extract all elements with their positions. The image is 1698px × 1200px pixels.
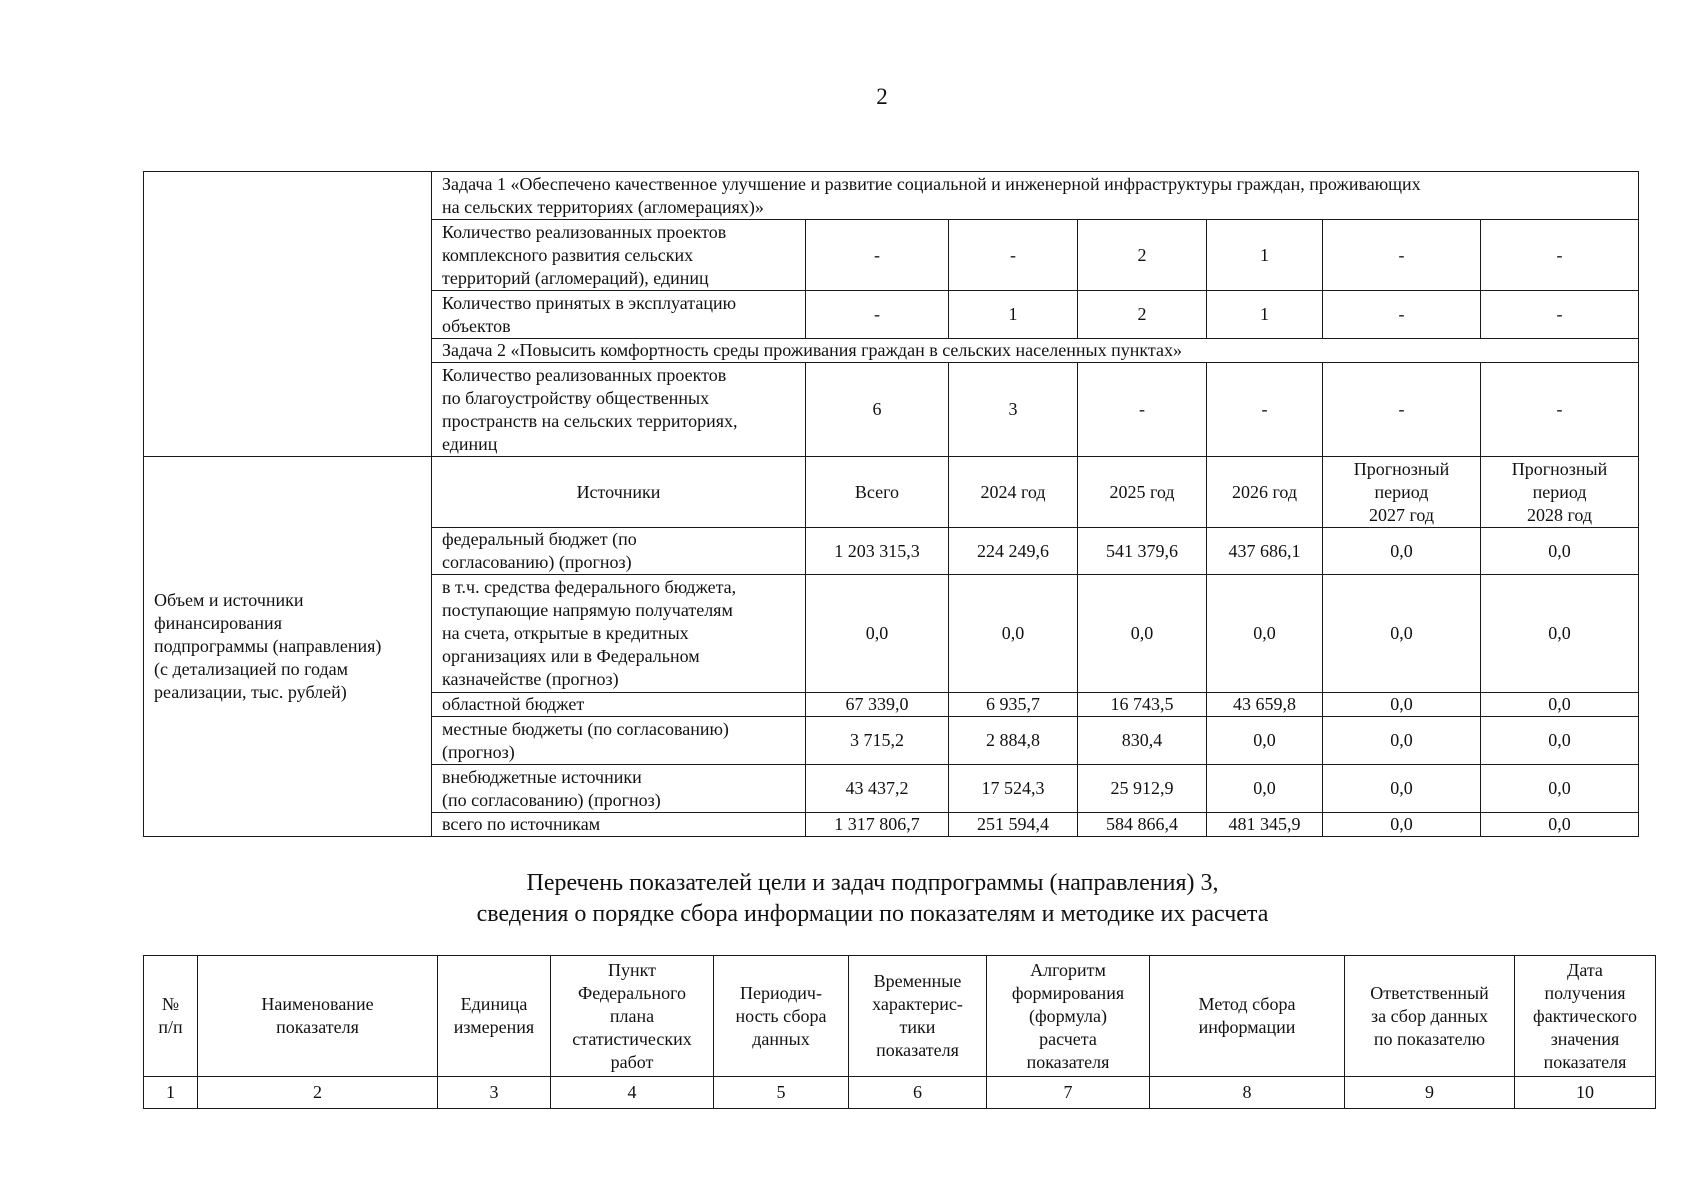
column-header-indicator-name: Наименование показателя [198, 956, 438, 1077]
indicator-value: 6 [806, 363, 949, 457]
column-number: 9 [1345, 1077, 1515, 1109]
funding-value: 0,0 [1207, 765, 1323, 813]
indicator-value: - [1481, 291, 1639, 339]
indicator-value: - [1078, 363, 1207, 457]
task-2-title: Задача 2 «Повысить комфортность среды проживания граждан в сельских населенных пунктах» [432, 339, 1639, 363]
funding-value: 16 743,5 [1078, 693, 1207, 717]
funding-header-cell: 2024 год [949, 457, 1078, 528]
column-header-collection-method: Метод сбора информации [1150, 956, 1345, 1077]
indicator-value: 1 [1207, 220, 1323, 291]
funding-source: в т.ч. средства федерального бюджета, поступающие напрямую получателям на счета, открытые в кредитных организациях или в Федеральном казначействе (прогноз) [432, 575, 806, 693]
column-number: 7 [987, 1077, 1150, 1109]
column-header-periodicity: Периодич- ность сбора данных [714, 956, 849, 1077]
indicator-value: 2 [1078, 291, 1207, 339]
indicators-header-row [144, 956, 1656, 1077]
column-number: 2 [198, 1077, 438, 1109]
indicator-value: 3 [949, 363, 1078, 457]
funding-value: 0,0 [1323, 765, 1481, 813]
funding-header-cell: 2026 год [1207, 457, 1323, 528]
funding-value: 43 437,2 [806, 765, 949, 813]
funding-source: местные бюджеты (по согласованию) (прогноз) [432, 717, 806, 765]
indicator-value: - [806, 291, 949, 339]
column-header-unit: Единица измерения [438, 956, 551, 1077]
funding-value: 3 715,2 [806, 717, 949, 765]
indicator-value: - [1323, 291, 1481, 339]
column-number: 8 [1150, 1077, 1345, 1109]
indicators-methodology-table [143, 955, 1656, 1109]
funding-value: 0,0 [1481, 575, 1639, 693]
funding-header-row [144, 457, 1639, 528]
funding-header-cell: Всего [806, 457, 949, 528]
funding-value: 0,0 [1481, 717, 1639, 765]
indicator-value: - [806, 220, 949, 291]
indicator-name: Количество реализованных проектов по благоустройству общественных пространств на сельских территориях, единиц [432, 363, 806, 457]
column-numbers-row [144, 1077, 1656, 1109]
funding-value: 1 317 806,7 [806, 813, 949, 837]
passport-empty-label-cell [144, 172, 432, 457]
indicator-value: - [1323, 363, 1481, 457]
funding-value: 2 884,8 [949, 717, 1078, 765]
funding-value: 584 866,4 [1078, 813, 1207, 837]
funding-value: 0,0 [1481, 765, 1639, 813]
funding-value: 251 594,4 [949, 813, 1078, 837]
funding-value: 0,0 [1323, 693, 1481, 717]
funding-value: 0,0 [1481, 813, 1639, 837]
indicator-value: 2 [1078, 220, 1207, 291]
column-number: 1 [144, 1077, 198, 1109]
funding-source: всего по источникам [432, 813, 806, 837]
funding-value: 0,0 [1323, 575, 1481, 693]
indicator-name: Количество реализованных проектов комплексного развития сельских территорий (агломераций), единиц [432, 220, 806, 291]
column-header-actual-value-date: Дата получения фактического значения показателя [1515, 956, 1656, 1077]
funding-value: 43 659,8 [1207, 693, 1323, 717]
indicator-value: - [1207, 363, 1323, 457]
funding-header-cell: Прогнозный период 2028 год [1481, 457, 1639, 528]
funding-value: 224 249,6 [949, 528, 1078, 575]
funding-source: областной бюджет [432, 693, 806, 717]
funding-value: 0,0 [1481, 528, 1639, 575]
funding-value: 0,0 [1481, 693, 1639, 717]
column-number: 3 [438, 1077, 551, 1109]
column-header-federal-plan-item: Пункт Федерального плана статистических работ [551, 956, 714, 1077]
funding-value: 6 935,7 [949, 693, 1078, 717]
funding-value: 0,0 [806, 575, 949, 693]
funding-value: 0,0 [1207, 575, 1323, 693]
funding-source: внебюджетные источники (по согласованию) (прогноз) [432, 765, 806, 813]
funding-value: 67 339,0 [806, 693, 949, 717]
column-number: 5 [714, 1077, 849, 1109]
task-1-title: Задача 1 «Обеспечено качественное улучшение и развитие социальной и инженерной инфраструктуры граждан, проживающих на сельских территориях (агломерациях)» [432, 172, 1639, 220]
indicator-value: - [1481, 363, 1639, 457]
funding-header-cell: Прогнозный период 2027 год [1323, 457, 1481, 528]
column-header-responsible: Ответственный за сбор данных по показателю [1345, 956, 1515, 1077]
funding-value: 0,0 [1323, 717, 1481, 765]
funding-value: 0,0 [1078, 575, 1207, 693]
indicator-value: - [1481, 220, 1639, 291]
funding-value: 437 686,1 [1207, 528, 1323, 575]
funding-volume-label: Объем и источники финансирования подпрограммы (направления) (с детализацией по годам реализации, тыс. рублей) [144, 457, 432, 837]
funding-value: 0,0 [1323, 528, 1481, 575]
funding-value: 0,0 [1207, 717, 1323, 765]
funding-source: федеральный бюджет (по согласованию) (прогноз) [432, 528, 806, 575]
funding-header-cell: Источники [432, 457, 806, 528]
section-title [0, 868, 1698, 930]
indicator-name: Количество принятых в эксплуатацию объектов [432, 291, 806, 339]
funding-value: 830,4 [1078, 717, 1207, 765]
column-number: 10 [1515, 1077, 1656, 1109]
column-header-algorithm: Алгоритм формирования (формула) расчета показателя [987, 956, 1150, 1077]
indicator-value: - [1323, 220, 1481, 291]
subprogram-passport-table [143, 171, 1639, 837]
funding-value: 541 379,6 [1078, 528, 1207, 575]
section-title-line-2: сведения о порядке сбора информации по показателям и методике их расчета [476, 901, 1269, 927]
column-header-number: № п/п [144, 956, 198, 1077]
funding-value: 17 524,3 [949, 765, 1078, 813]
column-number: 4 [551, 1077, 714, 1109]
section-title-line-1: Перечень показателей цели и задач подпрограммы (направления) 3, [526, 870, 1219, 896]
funding-value: 0,0 [949, 575, 1078, 693]
task1-row [144, 172, 1639, 220]
funding-value: 481 345,9 [1207, 813, 1323, 837]
funding-header-cell: 2025 год [1078, 457, 1207, 528]
funding-value: 1 203 315,3 [806, 528, 949, 575]
indicator-value: 1 [1207, 291, 1323, 339]
column-number: 6 [849, 1077, 987, 1109]
column-header-time-characteristics: Временные характерис- тики показателя [849, 956, 987, 1077]
indicator-value: - [949, 220, 1078, 291]
indicator-value: 1 [949, 291, 1078, 339]
funding-value: 0,0 [1323, 813, 1481, 837]
page-number: 2 [876, 84, 888, 109]
funding-value: 25 912,9 [1078, 765, 1207, 813]
